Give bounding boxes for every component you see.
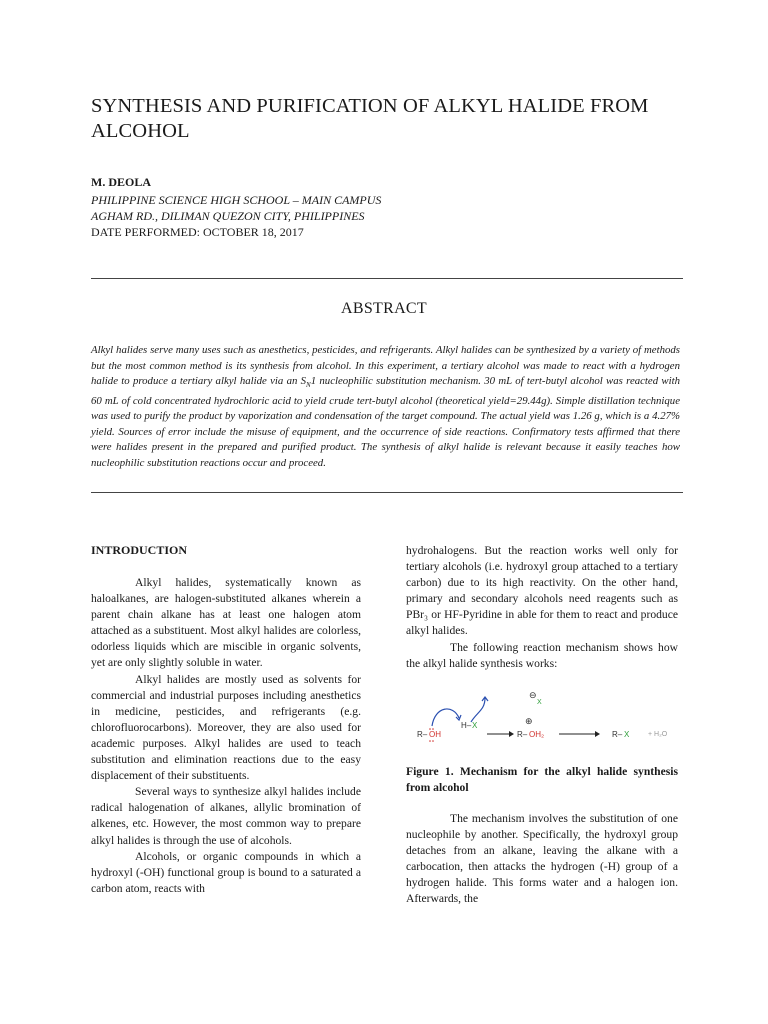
product-x: X bbox=[624, 730, 630, 739]
intro-paragraph-3: Several ways to synthesize alkyl halides include radical halogenation of alkanes, allylic bromination of alkenes, etc. However, the most common way to prepare alkyl halides is through the use of alcohols. bbox=[91, 785, 361, 847]
abstract-text bbox=[91, 343, 680, 471]
introduction-heading: INTRODUCTION bbox=[91, 543, 188, 557]
reaction-figure-contents bbox=[417, 690, 668, 742]
arrowhead-icon bbox=[595, 731, 600, 737]
anion-symbol: X bbox=[537, 699, 542, 706]
abstract-heading: ABSTRACT bbox=[341, 300, 427, 317]
product-r: R– bbox=[612, 730, 623, 739]
reagent-h: H– bbox=[461, 721, 472, 730]
byproduct-water: + H₂O bbox=[648, 731, 668, 738]
intermediate-oh2: OH₂ bbox=[529, 730, 545, 739]
reactant-oh-label: OH bbox=[429, 730, 441, 739]
intro-paragraph-2: Alkyl halides are mostly used as solvents for commercial and industrial purposes including anesthetics in medicine, pesticides, and refrigerants (e.g. chlorofluorocarbons). Moreover, they are also used for academic purposes. Alkyl halides are used to teach substitution and elimination reactions due to the easy displacement of their substituents. bbox=[91, 672, 361, 783]
affiliation-line-2: AGHAM RD., DILIMAN QUEZON CITY, PHILIPPINES bbox=[91, 209, 365, 223]
lone-pair-dot bbox=[429, 728, 431, 730]
arrowhead-icon bbox=[509, 731, 514, 737]
reactant-r: R– bbox=[417, 730, 428, 739]
author-name: M. DEOLA bbox=[91, 175, 151, 189]
lone-pair-dot bbox=[429, 740, 431, 742]
figure-caption: Figure 1. Mechanism for the alkyl halide synthesis from alcohol bbox=[406, 765, 678, 794]
right-column-top bbox=[406, 543, 678, 672]
lone-pair-dot bbox=[432, 740, 434, 742]
top-divider bbox=[91, 278, 683, 279]
bottom-divider bbox=[91, 492, 683, 493]
intermediate-charge: ⊕ bbox=[525, 716, 533, 726]
intro-paragraph-1: Alkyl halides, systematically known as haloalkanes, are halogen-substituted alkanes wherein a parent chain alkane has at least one halogen atom attached as a substituent. Most alkyl halides are colorless, odorless liquids which are miscible in organic solvents, yet are only slightly soluble in water. bbox=[91, 576, 361, 670]
date-performed: DATE PERFORMED: OCTOBER 18, 2017 bbox=[91, 225, 304, 239]
intro-paragraph-4: Alcohols, or organic compounds in which a hydroxyl (-OH) functional group is bound to a saturated a carbon atom, reacts with bbox=[91, 849, 361, 895]
anion-charge: ⊖ bbox=[529, 690, 537, 700]
left-column bbox=[91, 575, 361, 897]
curved-arrow-icon bbox=[432, 709, 459, 726]
intro-continuation: hydrohalogens. But the reaction works well only for tertiary alcohols (i.e. hydroxyl group attached to a tertiary carbon) due to its high reactivity. On the other hand, primary and secondary alcohols need reagents such as PBr₃ or HF-Pyridine in able for them to react and produce alkyl halides. bbox=[406, 544, 678, 638]
lone-pair-dot bbox=[432, 728, 434, 730]
mechanism-explanation: The mechanism involves the substitution of one nucleophile by another. Specifically, the hydroxyl group detaches from an alkane, leaving the alkane with a carbocation, then attacks the hydrogen (-H) group of a hydrogen halide. This forms water and a halogen ion. Afterwards, the bbox=[406, 812, 678, 906]
abstract-subscript: N bbox=[306, 381, 311, 390]
abstract-text-part2: 1 nucleophilic substitution mechanism. 30 mL of tert-butyl alcohol was reacted with 60 mL of cold concentrated hydrochloric acid to yield crude tert-butyl alcohol (theoretical yield=29.44g). Simple distillation technique was used to purify the product by vaporization and condensation of the target compound. The actual yield was 1.26 g, which is a 4.27% yield. Sources of error include the misuse of equipment, and the occurrence of side reactions. Confirmatory tests affirmed that there were halides present in the prepared and purified product. The synthesis of alkyl halide is relevant because it easily teaches how nucleophilic substitution reactions occur and proceed. bbox=[91, 375, 680, 469]
right-column-bottom bbox=[406, 811, 678, 908]
mechanism-intro: The following reaction mechanism shows how the alkyl halide synthesis works: bbox=[406, 640, 678, 670]
reagent-x: X bbox=[472, 721, 478, 730]
curved-arrow-icon bbox=[471, 698, 485, 722]
paper-title: SYNTHESIS AND PURIFICATION OF ALKYL HALIDE FROM ALCOHOL bbox=[91, 95, 649, 142]
reaction-mechanism-figure bbox=[405, 686, 690, 750]
intermediate-r: R– bbox=[517, 730, 528, 739]
affiliation-line-1: PHILIPPINE SCIENCE HIGH SCHOOL – MAIN CAMPUS bbox=[91, 193, 382, 207]
abstract-text-part1: Alkyl halides serve many uses such as anesthetics, pesticides, and refrigerants. Alkyl halides can be synthesized by a variety of methods but the most common method is its synthesis from alcohol. In this experiment, a tertiary alcohol was made to react with a hydrogen halide to produce a tertiary alkyl halide via an S bbox=[91, 344, 680, 387]
